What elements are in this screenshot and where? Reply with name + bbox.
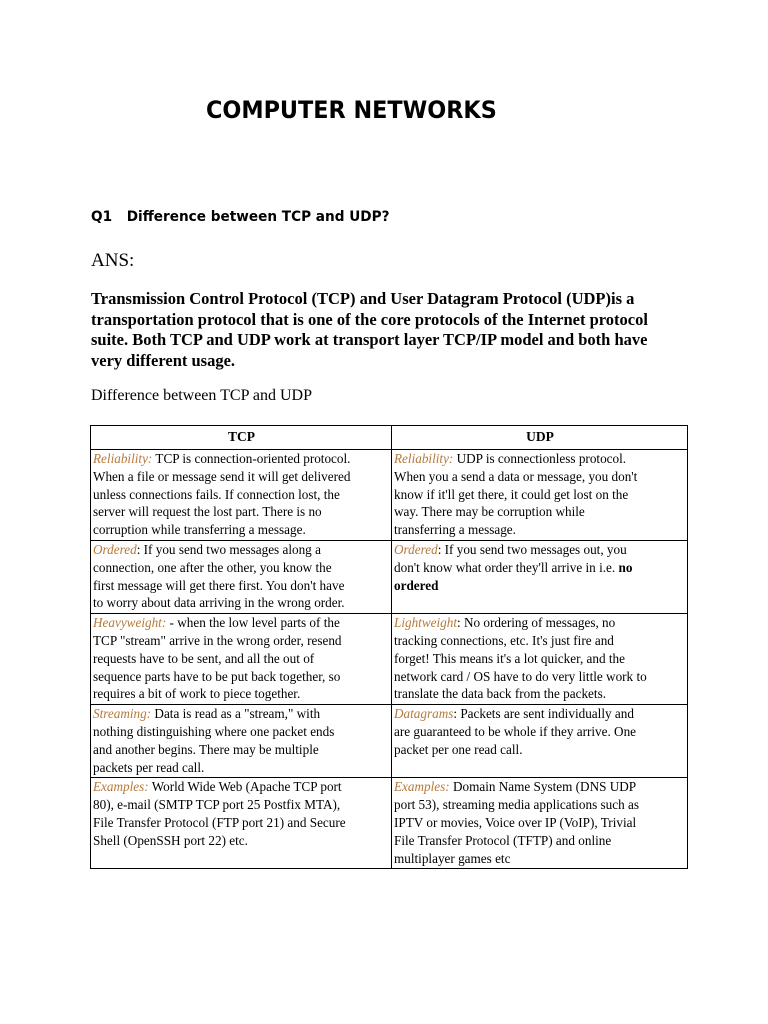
table-row: [91, 778, 688, 869]
cell-key: Heavyweight:: [93, 615, 167, 631]
cell-line: way. There may be corruption while: [394, 504, 585, 520]
comparison-table: [90, 425, 688, 869]
udp-cell: [392, 778, 688, 869]
cell-line: corruption while transferring a message.: [93, 522, 306, 538]
cell-line: packets per read call.: [93, 759, 205, 775]
cell-key: Examples:: [93, 779, 149, 795]
table-heading: Difference between TCP and UDP: [91, 387, 312, 404]
column-header-udp: UDP: [392, 426, 688, 450]
cell-text: World Wide Web (Apache TCP port: [148, 779, 342, 795]
cell-key: Ordered: [93, 541, 137, 557]
cell-line: requests have to be sent, and all the out of: [93, 650, 315, 666]
table-row: [91, 705, 688, 778]
cell-text: : If you send two messages along a: [136, 541, 321, 557]
table-row: [91, 614, 688, 705]
cell-line: IPTV or movies, Voice over IP (VoIP), Trivial: [394, 814, 637, 830]
cell-bold-text: no: [618, 559, 633, 575]
cell-line: [93, 705, 390, 723]
cell-line: nothing distinguishing where one packet ends: [93, 723, 335, 739]
question-number: Q1: [91, 209, 113, 225]
table-row: [91, 450, 688, 541]
cell-line: [394, 705, 686, 723]
cell-line: TCP "stream" arrive in the wrong order, resend: [93, 632, 342, 648]
cell-line: transferring a message.: [394, 522, 516, 538]
cell-line: multiplayer games etc: [394, 850, 511, 866]
cell-text: don't know what order they'll arrive in i.e.: [394, 559, 619, 575]
cell-line: [394, 614, 686, 632]
cell-line: tracking connections, etc. It's just fire and: [394, 632, 614, 648]
cell-line: When a file or message send it will get delivered: [93, 468, 351, 484]
udp-cell: [392, 540, 688, 613]
cell-text: Domain Name System (DNS UDP: [449, 779, 637, 795]
cell-line: [394, 778, 686, 796]
tcp-cell: [91, 540, 392, 613]
cell-line: When you a send a data or message, you don't: [394, 468, 638, 484]
cell-line: unless connections fails. If connection lost, the: [93, 486, 340, 502]
cell-line: sequence parts have to be put back together, so: [93, 668, 341, 684]
cell-line: [394, 559, 686, 577]
cell-text: Data is read as a "stream," with: [151, 706, 321, 722]
tcp-cell: [91, 450, 392, 541]
cell-key: Lightweight: [394, 615, 458, 631]
cell-line: requires a bit of work to piece together.: [93, 686, 301, 702]
question-heading: [91, 209, 389, 225]
cell-text: TCP is connection-oriented protocol.: [152, 451, 351, 466]
cell-key: Reliability:: [93, 451, 153, 466]
cell-key: Ordered: [394, 541, 438, 557]
cell-key: Streaming:: [93, 706, 152, 722]
cell-line: File Transfer Protocol (FTP port 21) and Secure: [93, 814, 346, 830]
cell-line: port 53), streaming media applications such as: [394, 797, 640, 813]
tcp-cell: [91, 614, 392, 705]
answer-label: ANS:: [91, 250, 135, 271]
question-text: Difference between TCP and UDP?: [126, 209, 390, 225]
table-row: [91, 540, 688, 613]
udp-cell: [392, 450, 688, 541]
intro-line: very different usage.: [91, 350, 236, 370]
cell-line: [394, 541, 686, 559]
cell-line: Shell (OpenSSH port 22) etc.: [93, 832, 248, 848]
cell-key: Examples:: [394, 779, 450, 795]
cell-line: translate the data back from the packets.: [394, 686, 607, 702]
cell-key: Reliability:: [394, 451, 454, 466]
cell-line: [93, 450, 390, 468]
cell-text: UDP is connectionless protocol.: [453, 451, 627, 466]
cell-line: connection, one after the other, you know the: [93, 559, 332, 575]
cell-line: [394, 450, 686, 468]
intro-line: Transmission Control Protocol (TCP) and User Datagram Protocol (UDP)is a: [91, 289, 635, 308]
cell-bold-line: ordered: [394, 577, 439, 593]
cell-text: : Packets are sent individually and: [453, 706, 634, 722]
cell-line: File Transfer Protocol (TFTP) and online: [394, 832, 612, 848]
cell-line: [93, 614, 390, 632]
udp-cell: [392, 614, 688, 705]
intro-line: transportation protocol that is one of the core protocols of the Internet protocol: [91, 309, 648, 329]
cell-key: Datagrams: [394, 706, 454, 722]
cell-line: network card / OS have to do very little work to: [394, 668, 647, 684]
cell-line: packet per one read call.: [394, 741, 523, 757]
cell-line: and another begins. There may be multiple: [93, 741, 319, 757]
cell-line: 80), e-mail (SMTP TCP port 25 Postfix MTA),: [93, 797, 341, 813]
cell-text: - when the low level parts of the: [166, 615, 340, 631]
cell-text: : If you send two messages out, you: [437, 541, 627, 557]
cell-line: first message will get there first. You don't have: [93, 577, 345, 593]
page-title: COMPUTER NETWORKS: [206, 96, 497, 124]
cell-line: forget! This means it's a lot quicker, and the: [394, 650, 625, 666]
cell-line: [93, 541, 390, 559]
cell-line: are guaranteed to be whole if they arrive. One: [394, 723, 637, 739]
cell-line: to worry about data arriving in the wrong order.: [93, 595, 345, 611]
intro-line: suite. Both TCP and UDP work at transport layer TCP/IP model and both have: [91, 330, 648, 349]
cell-line: server will request the lost part. There is no: [93, 504, 322, 520]
column-header-tcp: TCP: [91, 426, 392, 450]
cell-line: know if it'll get there, it could get lost on the: [394, 486, 629, 502]
tcp-cell: [91, 778, 392, 869]
tcp-cell: [91, 705, 392, 778]
cell-text: : No ordering of messages, no: [457, 615, 616, 631]
table-header-row: [91, 426, 688, 450]
intro-paragraph: [91, 289, 691, 371]
cell-line: [93, 778, 390, 796]
udp-cell: [392, 705, 688, 778]
